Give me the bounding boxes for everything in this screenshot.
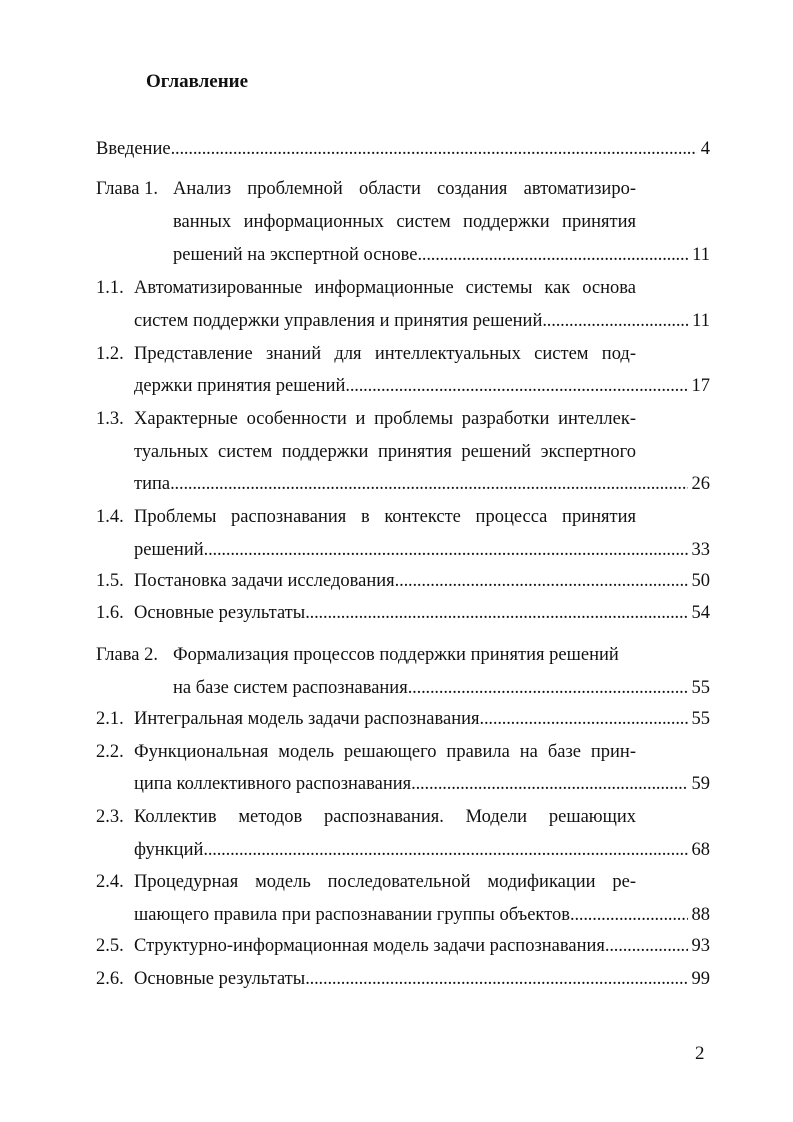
toc-section-number: 1.6.: [96, 603, 124, 623]
toc-section-1-3-line-2[interactable]: туальных систем поддержки принятия решений экспертного: [134, 442, 636, 462]
dot-leader: [203, 837, 687, 863]
toc-page: 4: [700, 139, 710, 159]
toc-section-number: 1.2.: [96, 344, 124, 364]
toc-section-number: 2.5.: [96, 936, 124, 956]
toc-title: типа: [134, 474, 171, 494]
toc-section-number: 1.5.: [96, 571, 124, 591]
toc-section-1-3-line-3[interactable]: [134, 471, 710, 497]
toc-entry-intro[interactable]: [96, 136, 710, 162]
toc-section-1-2-line-1[interactable]: Представление знаний для интеллектуальных систем под-: [134, 344, 636, 364]
toc-chapter-1-number: Глава 1.: [96, 179, 158, 199]
dot-leader: [305, 600, 687, 626]
dot-leader: [570, 902, 688, 928]
toc-section-2-3-line-2[interactable]: [134, 837, 710, 863]
toc-title: на базе систем распознавания: [173, 678, 408, 698]
toc-page: 11: [692, 311, 710, 331]
toc-section-1-2-line-2[interactable]: [134, 373, 710, 399]
dot-leader: [395, 568, 688, 594]
toc-section-number: 2.3.: [96, 807, 124, 827]
toc-chapter-2-line-1[interactable]: Формализация процессов поддержки принятия решений: [173, 645, 619, 665]
dot-leader: [204, 537, 688, 563]
toc-section-1-4-line-1[interactable]: Проблемы распознавания в контексте процесса принятия: [134, 507, 636, 527]
toc-page: 26: [691, 474, 710, 494]
toc-page: 88: [691, 905, 710, 925]
toc-section-1-5[interactable]: [134, 568, 710, 594]
toc-section-2-2-line-2[interactable]: [134, 771, 710, 797]
toc-section-2-2-line-1[interactable]: Функциональная модель решающего правила на базе прин-: [134, 742, 636, 762]
toc-section-number: 2.1.: [96, 709, 124, 729]
toc-chapter-2-number: Глава 2.: [96, 645, 158, 665]
dot-leader: [408, 675, 688, 701]
toc-section-2-4-line-1[interactable]: Процедурная модель последовательной модификации ре-: [134, 872, 636, 892]
toc-section-1-3-line-1[interactable]: Характерные особенности и проблемы разработки интеллек-: [134, 409, 636, 429]
toc-title: Основные результаты: [134, 603, 306, 623]
toc-title: систем поддержки управления и принятия решений: [134, 311, 543, 331]
toc-title: Введение: [96, 139, 171, 159]
toc-title: Постановка задачи исследования: [134, 571, 395, 591]
toc-title: решений на экспертной основе: [173, 245, 418, 265]
dot-leader: [480, 706, 688, 732]
toc-page: 54: [691, 603, 710, 623]
toc-page: 55: [691, 678, 710, 698]
toc-section-1-1-line-1[interactable]: Автоматизированные информационные системы как основа: [134, 278, 636, 298]
toc-page: 17: [691, 376, 710, 396]
toc-section-1-4-line-2[interactable]: [134, 537, 710, 563]
dot-leader: [171, 136, 697, 162]
toc-section-number: 1.1.: [96, 278, 124, 298]
toc-section-number: 2.6.: [96, 969, 124, 989]
toc-title: ципа коллективного распознавания: [134, 774, 412, 794]
toc-page: 50: [691, 571, 710, 591]
toc-page: 99: [691, 969, 710, 989]
toc-page: 55: [691, 709, 710, 729]
dot-leader: [542, 308, 688, 334]
toc-section-2-1[interactable]: [134, 706, 710, 732]
toc-title: функций: [134, 840, 204, 860]
toc-page: 59: [691, 774, 710, 794]
toc-chapter-1-line-1[interactable]: Анализ проблемной области создания автоматизиро-: [173, 179, 636, 199]
toc-page: 11: [692, 245, 710, 265]
toc-section-number: 2.2.: [96, 742, 124, 762]
dot-leader: [305, 966, 687, 992]
page-title: Оглавление: [146, 71, 249, 92]
toc-section-2-5[interactable]: [134, 933, 710, 959]
toc-section-2-6[interactable]: [134, 966, 710, 992]
toc-title: Структурно-информационная модель задачи распознавания: [134, 936, 605, 956]
toc-section-number: 1.3.: [96, 409, 124, 429]
toc-page: 68: [691, 840, 710, 860]
toc-title: держки принятия решений: [134, 376, 346, 396]
toc-title: Интегральная модель задачи распознавания: [134, 709, 480, 729]
toc-title: шающего правила при распознавании группы объектов: [134, 905, 570, 925]
toc-section-number: 2.4.: [96, 872, 124, 892]
dot-leader: [417, 242, 688, 268]
toc-page: 33: [691, 540, 710, 560]
toc-chapter-1-line-2[interactable]: ванных информационных систем поддержки принятия: [173, 212, 636, 232]
dot-leader: [345, 373, 687, 399]
toc-section-2-4-line-2[interactable]: [134, 902, 710, 928]
toc-chapter-2-line-2[interactable]: [173, 675, 710, 701]
dot-leader: [170, 471, 687, 497]
toc-title: Основные результаты: [134, 969, 306, 989]
toc-section-1-6[interactable]: [134, 600, 710, 626]
toc-title: решений: [134, 540, 204, 560]
toc-section-number: 1.4.: [96, 507, 124, 527]
toc-chapter-1-line-3[interactable]: [173, 242, 710, 268]
page-number: 2: [695, 1043, 705, 1064]
toc-section-1-1-line-2[interactable]: [134, 308, 710, 334]
dot-leader: [411, 771, 687, 797]
toc-section-2-3-line-1[interactable]: Коллектив методов распознавания. Модели решающих: [134, 807, 636, 827]
dot-leader: [605, 933, 688, 959]
toc-page: 93: [691, 936, 710, 956]
